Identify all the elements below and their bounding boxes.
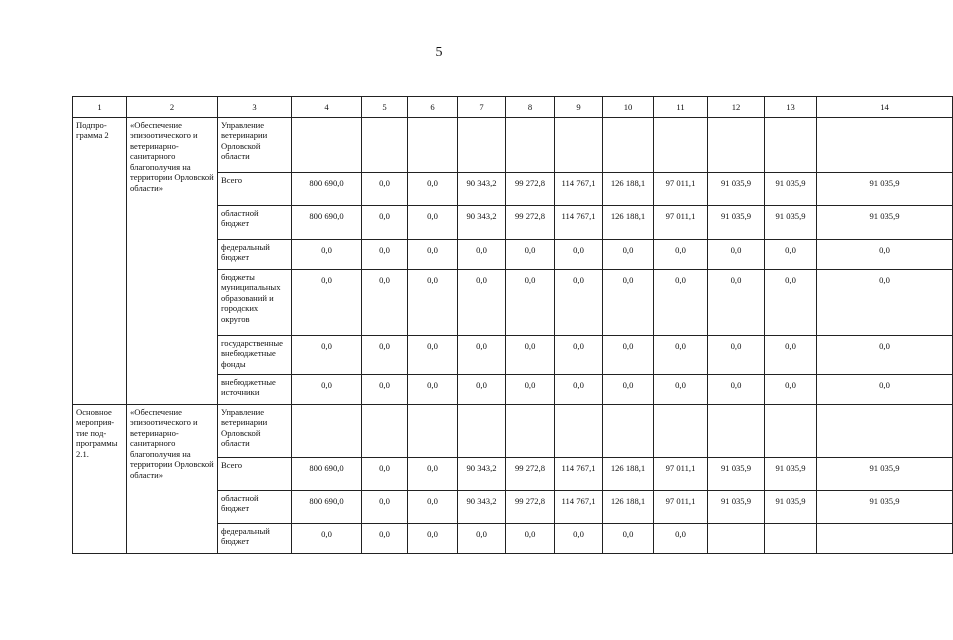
value-cell — [603, 118, 654, 173]
funding-source-cell: областной бюджет — [218, 491, 292, 524]
funding-source-cell: Всего — [218, 458, 292, 491]
value-cell: 800 690,0 — [292, 206, 362, 240]
funding-source-cell: государственные внебюджетные фонды — [218, 336, 292, 375]
value-cell — [408, 118, 458, 173]
value-cell: 0,0 — [654, 270, 708, 336]
value-cell: 0,0 — [555, 240, 603, 270]
value-cell — [765, 405, 817, 458]
value-cell — [362, 118, 408, 173]
value-cell: 0,0 — [362, 206, 408, 240]
page-number: 5 — [435, 45, 443, 60]
value-cell: 97 011,1 — [654, 173, 708, 206]
funding-source-cell: Всего — [218, 173, 292, 206]
column-number-11: 11 — [654, 97, 708, 118]
value-cell: 0,0 — [458, 240, 506, 270]
value-cell: 90 343,2 — [458, 458, 506, 491]
value-cell: 91 035,9 — [765, 173, 817, 206]
value-cell — [458, 405, 506, 458]
value-cell: 0,0 — [654, 375, 708, 405]
value-cell — [708, 118, 765, 173]
value-cell: 90 343,2 — [458, 206, 506, 240]
value-cell: 0,0 — [555, 375, 603, 405]
value-cell: 0,0 — [555, 524, 603, 554]
funding-source-cell: областной бюджет — [218, 206, 292, 240]
value-cell: 0,0 — [765, 336, 817, 375]
value-cell: 126 188,1 — [603, 491, 654, 524]
value-cell: 0,0 — [708, 336, 765, 375]
value-cell: 0,0 — [408, 206, 458, 240]
value-cell: 800 690,0 — [292, 491, 362, 524]
value-cell: 0,0 — [292, 270, 362, 336]
value-cell: 99 272,8 — [506, 173, 555, 206]
value-cell: 126 188,1 — [603, 458, 654, 491]
value-cell: 0,0 — [408, 173, 458, 206]
column-number-10: 10 — [603, 97, 654, 118]
value-cell: 0,0 — [362, 240, 408, 270]
value-cell: 91 035,9 — [817, 173, 953, 206]
table-row — [73, 118, 953, 173]
value-cell: 91 035,9 — [765, 491, 817, 524]
value-cell: 0,0 — [817, 336, 953, 375]
funding-source-cell: бюджеты муниципальных образований и городских округов — [218, 270, 292, 336]
value-cell: 91 035,9 — [708, 458, 765, 491]
value-cell: 0,0 — [458, 270, 506, 336]
program-label-cell: Основное мероприя-тие под-программы 2.1. — [73, 405, 127, 554]
value-cell: 0,0 — [458, 524, 506, 554]
column-number-8: 8 — [506, 97, 555, 118]
value-cell: 800 690,0 — [292, 458, 362, 491]
value-cell — [408, 405, 458, 458]
value-cell: 0,0 — [362, 524, 408, 554]
value-cell: 0,0 — [654, 240, 708, 270]
value-cell: 126 188,1 — [603, 173, 654, 206]
funding-source-cell: федеральный бюджет — [218, 240, 292, 270]
value-cell: 0,0 — [362, 375, 408, 405]
funding-source-cell: Управление ветеринарии Орловской области — [218, 118, 292, 173]
value-cell: 0,0 — [603, 240, 654, 270]
value-cell: 91 035,9 — [817, 206, 953, 240]
value-cell — [506, 405, 555, 458]
column-number-9: 9 — [555, 97, 603, 118]
column-number-4: 4 — [292, 97, 362, 118]
value-cell: 0,0 — [506, 240, 555, 270]
value-cell: 0,0 — [817, 270, 953, 336]
funding-table — [72, 96, 953, 554]
column-number-6: 6 — [408, 97, 458, 118]
value-cell: 114 767,1 — [555, 491, 603, 524]
value-cell: 0,0 — [817, 375, 953, 405]
value-cell: 0,0 — [362, 336, 408, 375]
value-cell: 0,0 — [506, 375, 555, 405]
value-cell: 0,0 — [362, 491, 408, 524]
value-cell: 91 035,9 — [708, 491, 765, 524]
value-cell — [817, 118, 953, 173]
value-cell: 0,0 — [292, 240, 362, 270]
table-row — [73, 405, 953, 458]
value-cell: 91 035,9 — [817, 491, 953, 524]
value-cell: 99 272,8 — [506, 491, 555, 524]
value-cell: 0,0 — [408, 491, 458, 524]
value-cell: 800 690,0 — [292, 173, 362, 206]
value-cell: 0,0 — [408, 240, 458, 270]
value-cell: 114 767,1 — [555, 206, 603, 240]
value-cell: 0,0 — [654, 336, 708, 375]
value-cell — [765, 118, 817, 173]
value-cell: 99 272,8 — [506, 458, 555, 491]
value-cell — [817, 405, 953, 458]
value-cell: 0,0 — [292, 524, 362, 554]
value-cell: 0,0 — [603, 336, 654, 375]
value-cell: 0,0 — [708, 240, 765, 270]
value-cell — [292, 118, 362, 173]
value-cell: 97 011,1 — [654, 491, 708, 524]
value-cell: 0,0 — [408, 375, 458, 405]
value-cell: 0,0 — [408, 270, 458, 336]
value-cell: 0,0 — [292, 336, 362, 375]
value-cell: 0,0 — [817, 240, 953, 270]
column-number-5: 5 — [362, 97, 408, 118]
value-cell — [362, 405, 408, 458]
value-cell — [292, 405, 362, 458]
column-number-13: 13 — [765, 97, 817, 118]
funding-source-cell: федеральный бюджет — [218, 524, 292, 554]
value-cell: 126 188,1 — [603, 206, 654, 240]
funding-source-cell: Управление ветеринарии Орловской области — [218, 405, 292, 458]
table-container — [72, 96, 900, 554]
value-cell: 0,0 — [708, 270, 765, 336]
program-name-cell: «Обеспечение эпизоотического и ветеринарно-санитарного благополучия на территории Орловской области» — [127, 405, 218, 554]
column-number-1: 1 — [73, 97, 127, 118]
value-cell — [654, 405, 708, 458]
value-cell — [506, 118, 555, 173]
column-number-row — [73, 97, 953, 118]
value-cell: 0,0 — [555, 270, 603, 336]
value-cell: 0,0 — [458, 336, 506, 375]
value-cell: 0,0 — [765, 375, 817, 405]
value-cell: 91 035,9 — [817, 458, 953, 491]
value-cell: 114 767,1 — [555, 173, 603, 206]
value-cell: 0,0 — [506, 524, 555, 554]
value-cell: 0,0 — [555, 336, 603, 375]
program-label-cell: Подпро-грамма 2 — [73, 118, 127, 405]
value-cell: 0,0 — [362, 270, 408, 336]
value-cell — [603, 405, 654, 458]
value-cell: 0,0 — [708, 375, 765, 405]
value-cell: 0,0 — [408, 524, 458, 554]
funding-source-cell: внебюджетные источники — [218, 375, 292, 405]
value-cell — [654, 118, 708, 173]
column-number-7: 7 — [458, 97, 506, 118]
value-cell: 0,0 — [603, 524, 654, 554]
value-cell — [555, 405, 603, 458]
value-cell: 0,0 — [506, 336, 555, 375]
value-cell: 91 035,9 — [765, 206, 817, 240]
value-cell: 91 035,9 — [708, 173, 765, 206]
column-number-14: 14 — [817, 97, 953, 118]
value-cell: 0,0 — [765, 270, 817, 336]
value-cell: 0,0 — [292, 375, 362, 405]
value-cell: 114 767,1 — [555, 458, 603, 491]
value-cell: 90 343,2 — [458, 491, 506, 524]
value-cell: 0,0 — [603, 270, 654, 336]
value-cell: 90 343,2 — [458, 173, 506, 206]
value-cell — [708, 524, 765, 554]
value-cell — [458, 118, 506, 173]
value-cell: 0,0 — [458, 375, 506, 405]
value-cell: 0,0 — [506, 270, 555, 336]
value-cell: 0,0 — [408, 458, 458, 491]
value-cell: 0,0 — [362, 458, 408, 491]
value-cell: 0,0 — [408, 336, 458, 375]
value-cell: 97 011,1 — [654, 206, 708, 240]
column-number-2: 2 — [127, 97, 218, 118]
value-cell: 99 272,8 — [506, 206, 555, 240]
column-number-12: 12 — [708, 97, 765, 118]
value-cell: 97 011,1 — [654, 458, 708, 491]
value-cell: 91 035,9 — [765, 458, 817, 491]
value-cell — [765, 524, 817, 554]
value-cell: 0,0 — [603, 375, 654, 405]
value-cell — [708, 405, 765, 458]
value-cell: 0,0 — [362, 173, 408, 206]
value-cell: 91 035,9 — [708, 206, 765, 240]
value-cell — [817, 524, 953, 554]
program-name-cell: «Обеспечение эпизоотического и ветеринарно-санитарного благополучия на территории Орловской области» — [127, 118, 218, 405]
value-cell: 0,0 — [765, 240, 817, 270]
value-cell — [555, 118, 603, 173]
column-number-3: 3 — [218, 97, 292, 118]
value-cell: 0,0 — [654, 524, 708, 554]
